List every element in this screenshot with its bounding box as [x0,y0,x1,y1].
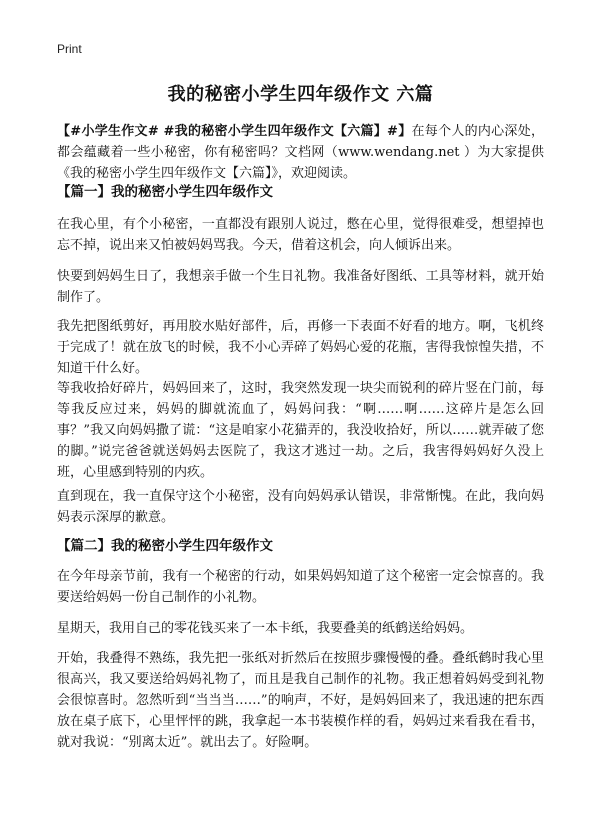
section-1-paragraph-4 [57,378,544,483]
section-1-paragraph-3 [57,316,544,379]
section-1-paragraph-2 [57,266,544,308]
section-heading-1: 【篇一】我的秘密小学生四年级作文 [57,184,273,200]
paragraph-text: 在我心里，有个小秘密，一直都没有跟别人说过，憋在心里，觉得很难受，想望掉也忘不掉，说出来又怕被妈妈骂我。今天，借着这机会，向人倾诉出来。 [57,217,544,253]
paragraph-text: 我先把图纸剪好，再用胶水贴好部件，后，再修一下表面不好看的地方。啊，飞机终于完成了！就在放飞的时候，我不小心弄碎了妈妈心爱的花瓶，害得我惊惶失措，不知道干什么好。 [57,319,544,376]
print-label: Print [57,42,82,56]
paragraph-text: 直到现在，我一直保守这个小秘密，没有向妈妈承认错误，非常惭愧。在此，我向妈妈表示深厚的歉意。 [57,489,544,525]
section-heading-2: 【篇二】我的秘密小学生四年级作文 [57,538,273,554]
intro-paragraph [57,121,544,184]
paragraph-text: 快要到妈妈生日了，我想亲手做一个生日礼物。我准备好图纸、工具等材料，就开始制作了。 [57,269,544,305]
paragraph-text: 等我收拾好碎片，妈妈回来了，这时，我突然发现一块尖而锐利的碎片竖在门前，每等我反应过来，妈妈的脚就流血了，妈妈问我：“啊……啊……这碎片是怎么回事？”我又向妈妈撒了谎：“这是咱家小花猫弄的，我没收拾好，所以……就弄破了您的脚。”说完爸爸就送妈妈去医院了，我这才逃过一劫。之后，我害得妈妈好久没上班，心里感到特别的内疚。 [57,381,544,480]
paragraph-text: 星期天，我用自己的零花钱买来了一本卡纸，我要叠美的纸鹤送给妈妈。 [57,621,474,636]
section-2-paragraph-1 [57,566,544,608]
section-1-paragraph-5 [57,486,544,528]
paragraph-text: 开始，我叠得不熟练，我先把一张纸对折然后在按照步骤慢慢的叠。叠纸鹤时我心里很高兴，我又要送给妈妈礼物了，而且是我自己制作的礼物。我正想着妈妈受到礼物会很惊喜时。忽然听到“当当当……”的响声，不好，是妈妈回来了，我迅速的把东西放在桌子底下，心里怦怦的跳，我拿起一本书装模作样的看，妈妈过来看我在看书，就对我说：“别离太近”。就出去了。好险啊。 [57,651,544,750]
section-1-paragraph-1 [57,214,544,256]
section-2-paragraph-2 [57,618,544,639]
intro-tags: 【#小学生作文# #我的秘密小学生四年级作文【六篇】#】 [57,124,412,139]
section-2-paragraph-3 [57,648,544,753]
intro-text: 在每个人的内心深处，都会蕴藏着一些小秘密，你有秘密吗？文档网（www.wendang.net ）为大家提供《我的秘密小学生四年级作文【六篇】》，欢迎阅读。 [57,124,544,181]
document-title: 我的秘密小学生四年级作文 六篇 [167,84,434,105]
paragraph-text: 在今年母亲节前，我有一个秘密的行动，如果妈妈知道了这个秘密一定会惊喜的。我要送给妈妈一份自己制作的小礼物。 [57,569,544,605]
